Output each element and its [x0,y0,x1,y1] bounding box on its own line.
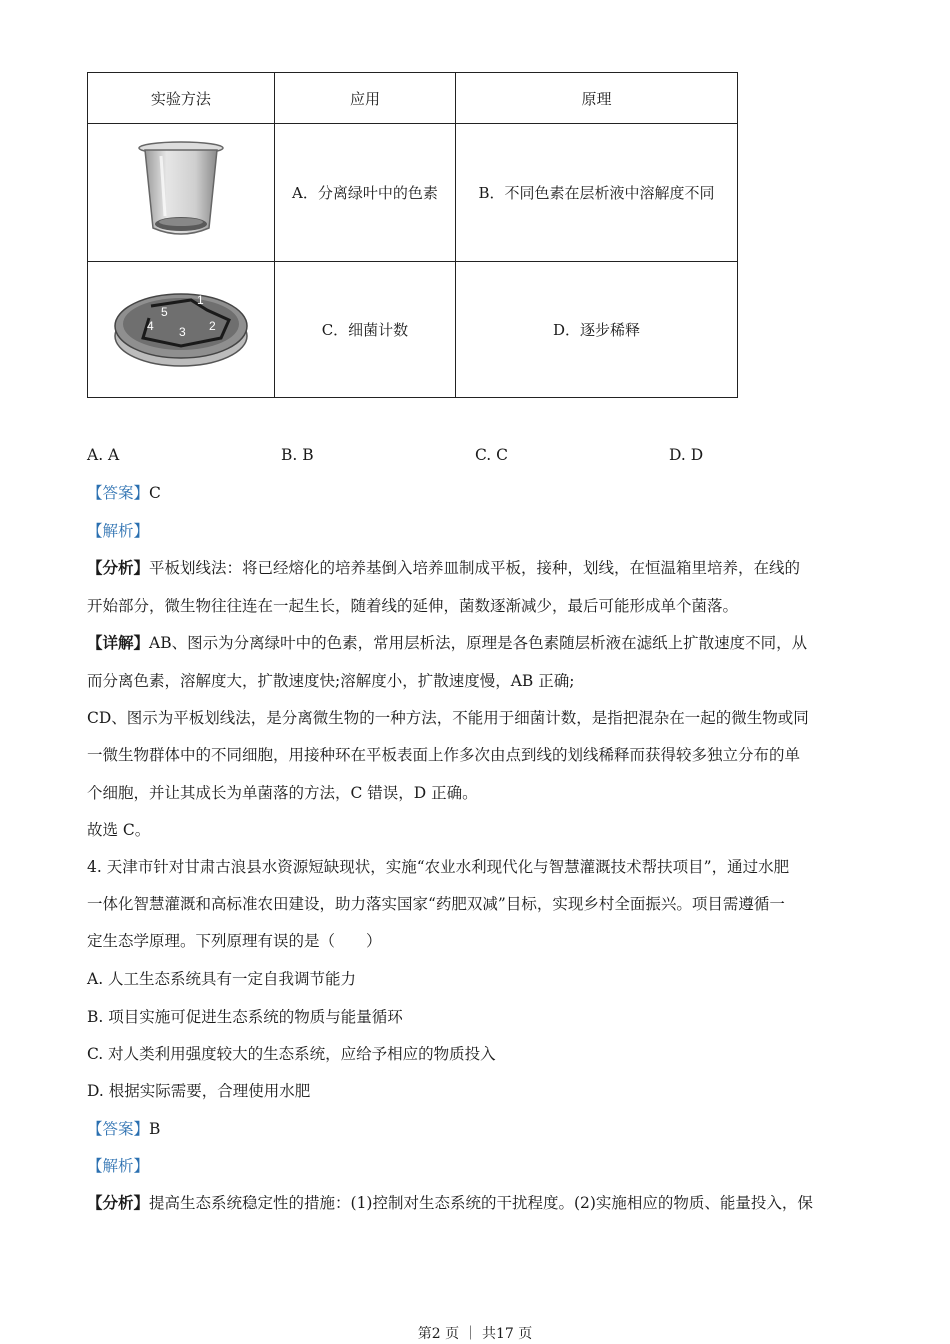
fenxi-text: 提高生态系统稳定性的措施：(1)控制对生态系统的干扰程度。(2)实施相应的物质、能量投入，保 [149,1194,813,1212]
q3-option-c: C. C [475,446,509,464]
q3-option-d: D. D [669,446,704,464]
q4-stem-line-3: 定生态学原理。下列原理有误的是（ ） [87,932,382,950]
dish-label-5: 5 [160,304,168,319]
beaker-image [131,136,231,246]
q3-conclusion: 故选 C。 [87,821,151,839]
header-principle: 原理 [456,73,738,124]
principle-d: D．逐步稀释 [456,262,738,398]
petri-dish-image-cell [88,262,275,398]
beaker-image-cell [88,124,275,262]
petri-dish-image [111,278,251,378]
q3-detail-line-4: 一微生物群体中的不同细胞，用接种环在平板表面上作多次由点到线的划线稀释而获得较多独立分布的单 [87,746,801,764]
table-header-row [88,73,738,124]
q3-detail-line-3: CD、图示为平板划线法，是分离微生物的一种方法，不能用于细菌计数，是指把混杂在一起的微生物或同 [87,709,809,727]
table-row [88,124,738,262]
table-row [88,262,738,398]
q3-detail-line-1 [87,633,807,653]
fenxi-text: 平板划线法：将已经熔化的培养基倒入培养皿制成平板，接种，划线，在恒温箱里培养，在线的 [149,559,801,577]
dish-label-2: 2 [208,318,216,333]
q4-answer [87,1119,160,1139]
q3-fenxi-line-1 [87,558,800,578]
q4-option-b: B. 项目实施可促进生态系统的物质与能量循环 [87,1008,403,1026]
q3-fenxi-line-2: 开始部分，微生物往往连在一起生长，随着线的延伸，菌数逐渐减少，最后可能形成单个菌落。 [87,597,739,615]
dish-label-4: 4 [146,318,154,333]
q3-detail-line-2: 而分离色素，溶解度大，扩散速度快;溶解度小，扩散速度慢，AB 正确; [87,672,575,690]
principle-b: B．不同色素在层析液中溶解度不同 [456,124,738,262]
answer-tag: 【答案】 [87,484,150,502]
application-c: C．细菌计数 [274,262,455,398]
header-method: 实验方法 [88,73,275,124]
dish-label-3: 3 [178,324,186,339]
answer-tag: 【答案】 [87,1120,150,1138]
q3-options [87,446,867,464]
q4-stem-line-1: 4. 天津市针对甘肃古浪县水资源短缺现状，实施“农业水利现代化与智慧灌溉技术帮扶项目”，通过水肥 [87,858,790,876]
fenxi-tag: 【分析】 [87,558,150,577]
q4-option-a: A. 人工生态系统具有一定自我调节能力 [87,970,357,988]
application-a: A．分离绿叶中的色素 [274,124,455,262]
answer-value: B [149,1120,161,1138]
q3-answer [87,483,161,503]
detail-text: AB、图示为分离绿叶中的色素，常用层析法，原理是各色素随层析液在滤纸上扩散速度不同，从 [149,634,808,652]
q3-analysis-tag: 【解析】 [87,522,150,540]
answer-value: C [149,484,161,502]
q3-option-b: B. B [281,446,314,464]
header-application: 应用 [274,73,455,124]
q3-detail-line-5: 个细胞，并让其成长为单菌落的方法，C 错误，D 正确。 [87,784,478,802]
dish-label-1: 1 [196,292,204,307]
q4-stem-line-2: 一体化智慧灌溉和高标准农田建设，助力落实国家“药肥双减”目标，实现乡村全面振兴。项目需遵循一 [87,895,785,913]
q4-analysis-tag: 【解析】 [87,1157,150,1175]
q4-option-c: C. 对人类利用强度较大的生态系统，应给予相应的物质投入 [87,1045,496,1063]
q4-fenxi-line-1 [87,1193,813,1213]
fenxi-tag: 【分析】 [87,1193,150,1212]
q4-option-d: D. 根据实际需要，合理使用水肥 [87,1082,311,1100]
page-footer: 第2 页 ｜ 共17 页 [417,1326,533,1342]
detail-tag: 【详解】 [87,633,150,652]
q3-option-a: A. A [87,446,120,464]
experiment-table [87,72,738,398]
